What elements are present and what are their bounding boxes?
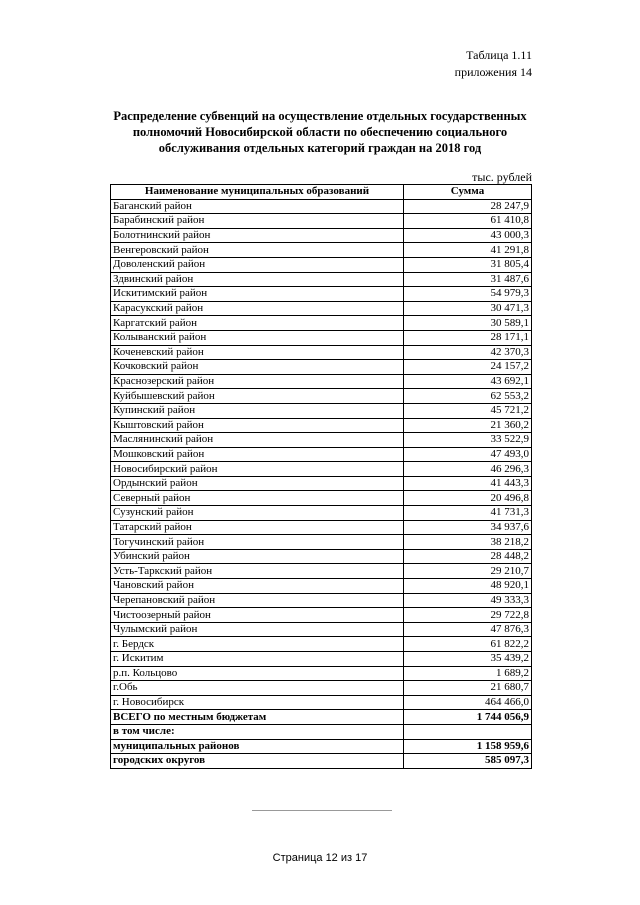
- table-row: [111, 330, 532, 345]
- amount-value: 41 291,8: [404, 243, 532, 258]
- amount-value: 31 805,4: [404, 257, 532, 272]
- table-row: [111, 287, 532, 302]
- municipality-name: Карасукский район: [111, 301, 404, 316]
- municipality-name: Северный район: [111, 491, 404, 506]
- amount-value: 47 493,0: [404, 447, 532, 462]
- table-row: [111, 476, 532, 491]
- column-header-amount: Сумма: [404, 185, 532, 200]
- municipality-name: Барабинский район: [111, 214, 404, 229]
- municipality-name: Каргатский район: [111, 316, 404, 331]
- amount-value: 21 360,2: [404, 418, 532, 433]
- amount-value: 43 000,3: [404, 228, 532, 243]
- municipality-name: муниципальных районов: [111, 739, 404, 754]
- table-row: [111, 506, 532, 521]
- amount-value: 62 553,2: [404, 389, 532, 404]
- amount-value: 41 731,3: [404, 506, 532, 521]
- table-row: [111, 549, 532, 564]
- municipality-name: Новосибирский район: [111, 462, 404, 477]
- table-row: [111, 316, 532, 331]
- table-reference: [455, 47, 532, 81]
- amount-value: 41 443,3: [404, 476, 532, 491]
- table-row: [111, 652, 532, 667]
- table-row: [111, 593, 532, 608]
- table-number: Таблица 1.11: [466, 48, 532, 62]
- municipality-name: Сузунский район: [111, 506, 404, 521]
- municipality-name: Татарский район: [111, 520, 404, 535]
- table-row: [111, 462, 532, 477]
- amount-value: 464 466,0: [404, 695, 532, 710]
- municipality-name: Маслянинский район: [111, 433, 404, 448]
- table-row: [111, 345, 532, 360]
- table-row: [111, 637, 532, 652]
- total-row: [111, 710, 532, 725]
- amount-value: 1 744 056,9: [404, 710, 532, 725]
- municipality-name: Колыванский район: [111, 330, 404, 345]
- amount-value: 33 522,9: [404, 433, 532, 448]
- amount-value: 24 157,2: [404, 360, 532, 375]
- amount-value: 61 410,8: [404, 214, 532, 229]
- table-row: [111, 374, 532, 389]
- amount-value: 45 721,2: [404, 403, 532, 418]
- amount-value: 54 979,3: [404, 287, 532, 302]
- municipality-name: г. Искитим: [111, 652, 404, 667]
- table-row: [111, 695, 532, 710]
- amount-value: 47 876,3: [404, 622, 532, 637]
- municipality-name: Краснозерский район: [111, 374, 404, 389]
- table-row: [111, 564, 532, 579]
- municipality-name: Куйбышевский район: [111, 389, 404, 404]
- table-row: [111, 360, 532, 375]
- municipality-name: Ордынский район: [111, 476, 404, 491]
- table-row: [111, 389, 532, 404]
- table-row: [111, 608, 532, 623]
- amount-value: 1 158 959,6: [404, 739, 532, 754]
- amount-value: 48 920,1: [404, 579, 532, 594]
- municipality-name: в том числе:: [111, 724, 404, 739]
- municipality-name: Доволенский район: [111, 257, 404, 272]
- municipality-name: ВСЕГО по местным бюджетам: [111, 710, 404, 725]
- column-header-name: Наименование муниципальных образований: [111, 185, 404, 200]
- amount-value: [404, 724, 532, 739]
- amount-value: 28 448,2: [404, 549, 532, 564]
- municipality-name: Баганский район: [111, 199, 404, 214]
- units-label: тыс. рублей: [472, 170, 532, 184]
- amount-value: 28 171,1: [404, 330, 532, 345]
- amount-value: 1 689,2: [404, 666, 532, 681]
- municipality-name: Коченевский район: [111, 345, 404, 360]
- table-row: [111, 272, 532, 287]
- table-row: [111, 403, 532, 418]
- table-row: [111, 447, 532, 462]
- table-row: [111, 681, 532, 696]
- document-title: Распределение субвенций на осуществление отдельных государственных полномочий Новосибирской области по обеспечению социального обслуживания отдельных категорий граждан на 2018 год: [113, 109, 527, 155]
- amount-value: 20 496,8: [404, 491, 532, 506]
- municipality-name: Убинский район: [111, 549, 404, 564]
- municipality-name: г. Новосибирск: [111, 695, 404, 710]
- municipality-name: Тогучинский район: [111, 535, 404, 550]
- municipality-name: Болотнинский район: [111, 228, 404, 243]
- municipality-name: Венгеровский район: [111, 243, 404, 258]
- table-body: [111, 199, 532, 768]
- table-row: [111, 243, 532, 258]
- amount-value: 31 487,6: [404, 272, 532, 287]
- municipality-name: Искитимский район: [111, 287, 404, 302]
- amount-value: 21 680,7: [404, 681, 532, 696]
- table-row: [111, 535, 532, 550]
- amount-value: 34 937,6: [404, 520, 532, 535]
- amount-value: 35 439,2: [404, 652, 532, 667]
- total-row: [111, 739, 532, 754]
- appendix-number: приложения 14: [454, 65, 532, 79]
- municipality-name: Чулымский район: [111, 622, 404, 637]
- amount-value: 61 822,2: [404, 637, 532, 652]
- table-row: [111, 491, 532, 506]
- page-number: Страница 12 из 17: [272, 852, 368, 864]
- municipality-name: Усть-Таркский район: [111, 564, 404, 579]
- municipality-name: городских округов: [111, 754, 404, 769]
- municipality-name: Чистоозерный район: [111, 608, 404, 623]
- footer-divider: [252, 810, 392, 811]
- municipality-name: Кочковский район: [111, 360, 404, 375]
- municipality-name: Купинский район: [111, 403, 404, 418]
- amount-value: 585 097,3: [404, 754, 532, 769]
- municipality-name: Мошковский район: [111, 447, 404, 462]
- table-row: [111, 622, 532, 637]
- municipality-name: г. Бердск: [111, 637, 404, 652]
- municipality-name: р.п. Кольцово: [111, 666, 404, 681]
- municipality-name: г.Обь: [111, 681, 404, 696]
- amount-value: 29 210,7: [404, 564, 532, 579]
- table-row: [111, 520, 532, 535]
- amount-value: 29 722,8: [404, 608, 532, 623]
- table-row: [111, 433, 532, 448]
- table-row: [111, 579, 532, 594]
- amount-value: 46 296,3: [404, 462, 532, 477]
- table-row: [111, 214, 532, 229]
- table-header-row: [111, 185, 532, 200]
- municipality-name: Чановский район: [111, 579, 404, 594]
- municipality-name: Здвинский район: [111, 272, 404, 287]
- amount-value: 43 692,1: [404, 374, 532, 389]
- table-row: [111, 199, 532, 214]
- municipality-name: Черепановский район: [111, 593, 404, 608]
- amount-value: 42 370,3: [404, 345, 532, 360]
- subventions-table: [110, 184, 532, 769]
- amount-value: 38 218,2: [404, 535, 532, 550]
- amount-value: 28 247,9: [404, 199, 532, 214]
- table-row: [111, 228, 532, 243]
- total-row: [111, 754, 532, 769]
- total-row: [111, 724, 532, 739]
- table-row: [111, 301, 532, 316]
- amount-value: 30 471,3: [404, 301, 532, 316]
- table-row: [111, 418, 532, 433]
- table-row: [111, 666, 532, 681]
- amount-value: 49 333,3: [404, 593, 532, 608]
- amount-value: 30 589,1: [404, 316, 532, 331]
- table-row: [111, 257, 532, 272]
- municipality-name: Кыштовский район: [111, 418, 404, 433]
